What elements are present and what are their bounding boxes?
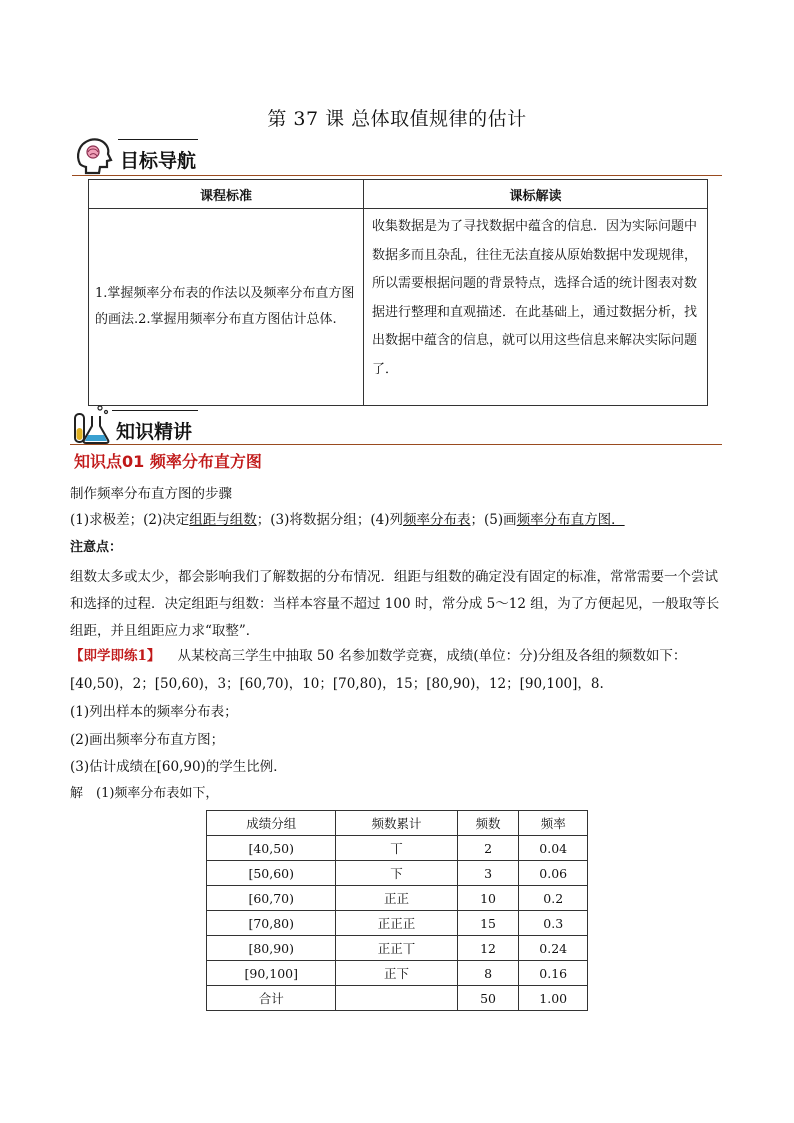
solution-label: 解 (1)频率分布表如下， [70, 786, 219, 801]
section-rule-top [118, 139, 198, 140]
table-row [207, 886, 588, 911]
table-cell: [60,70) [207, 886, 336, 911]
table-header: 成绩分组 [207, 811, 336, 836]
exercise-question: (2)画出频率分布直方图； [70, 732, 225, 748]
exercise-intro-text: 从某校高三学生中抽取 50 名参加数学竞赛，成绩(单位：分)分组及各组的频数如下： [177, 648, 687, 664]
course-interpretation-text: 收集数据是为了寻找数据中蕴含的信息．因为实际问题中数据多而且杂乱，往往无法直接从原始数据中发现规律，所以需要根据问题的背景特点，选择合适的统计图表对数据进行整理和直观描述．在此基础上，通过数据分析，找出数据中蕴含的信息，就可以用这些信息来解决实际问题了． [364, 209, 708, 406]
table-header: 课程标准 [89, 180, 364, 209]
table-cell: [50,60) [207, 861, 336, 886]
steps-text: (1)求极差；(2)决定 [70, 512, 190, 528]
table-cell: 0.2 [519, 886, 588, 911]
table-cell: 12 [457, 936, 519, 961]
table-header: 频率 [519, 811, 588, 836]
table-cell: [70,80) [207, 911, 336, 936]
table-cell: 下 [336, 861, 457, 886]
section-rule-bottom [72, 175, 722, 176]
table-cell: 丅 [336, 836, 457, 861]
table-header: 频数累计 [336, 811, 457, 836]
table-cell: 0.16 [519, 961, 588, 986]
table-row [207, 911, 588, 936]
steps-key-term: 组距与组数 [189, 512, 257, 528]
table-header-row [207, 811, 588, 836]
table-cell: 正正 [336, 886, 457, 911]
steps-text: ；(5)画 [470, 512, 517, 528]
table-cell: 50 [457, 986, 519, 1011]
table-cell: 0.04 [519, 836, 588, 861]
table-header: 频数 [457, 811, 519, 836]
exercise-data: [40,50)，2；[50,60)，3；[60,70)，10；[70,80)，15；[80,90)，12；[90,100]，8. [70, 676, 604, 692]
table-header: 课标解读 [364, 180, 708, 209]
section-rule-top [112, 410, 198, 411]
section-label-knowledge: 知识精讲 [116, 421, 193, 443]
table-cell: 0.06 [519, 861, 588, 886]
table-row [207, 836, 588, 861]
table-row [207, 936, 588, 961]
steps-text: ；(3)将数据分组；(4)列 [256, 512, 403, 528]
section-label-target: 目标导航 [120, 150, 197, 172]
table-cell: 合计 [207, 986, 336, 1011]
steps-key-term: 频率分布表 [403, 512, 471, 528]
course-standard-text: 1.掌握频率分布表的作法以及频率分布直方图的画法.2.掌握用频率分布直方图估计总体. [89, 209, 364, 406]
table-cell: 10 [457, 886, 519, 911]
lab-flask-icon [70, 402, 114, 446]
note-label: 注意点： [70, 540, 123, 555]
table-cell: 正下 [336, 961, 457, 986]
table-cell: 1.00 [519, 986, 588, 1011]
table-cell: 0.24 [519, 936, 588, 961]
table-cell: 8 [457, 961, 519, 986]
table-cell: 15 [457, 911, 519, 936]
table-row [207, 961, 588, 986]
steps-key-term: 频率分布直方图． [516, 512, 625, 528]
table-cell: 3 [457, 861, 519, 886]
table-row [207, 861, 588, 886]
table-cell: 正正正 [336, 911, 457, 936]
exercise-tag: 【即学即练1】 [70, 648, 161, 664]
steps-list [70, 510, 730, 530]
section-rule-bottom [70, 444, 722, 445]
table-total-row [207, 986, 588, 1011]
note-text: 组数太多或太少，都会影响我们了解数据的分布情况．组距与组数的确定没有固定的标准，常常需要一个尝试和选择的过程．决定组距与组数：当样本容量不超过 100 时，常分成 5～12 组，为了方便起见，一般取等长组距，并且组距应力求“取整”． [70, 569, 720, 639]
table-cell: 0.3 [519, 911, 588, 936]
brain-head-icon [72, 134, 116, 178]
table-cell: [80,90) [207, 936, 336, 961]
exercise-question: (1)列出样本的频率分布表； [70, 704, 238, 720]
table-cell: [40,50) [207, 836, 336, 861]
frequency-table [206, 810, 588, 1011]
exercise-intro [70, 646, 730, 666]
table-cell: 2 [457, 836, 519, 861]
exercise-question: (3)估计成绩在[60,90)的学生比例． [70, 759, 287, 775]
course-standard-table [88, 179, 708, 406]
steps-heading: 制作频率分布直方图的步骤 [70, 486, 232, 502]
knowledge-point-title: 知识点01 频率分布直方图 [74, 452, 262, 471]
table-cell: 正正丅 [336, 936, 457, 961]
table-cell: [90,100] [207, 961, 336, 986]
page-title: 第 37 课 总体取值规律的估计 [267, 108, 527, 130]
table-cell [336, 986, 457, 1011]
